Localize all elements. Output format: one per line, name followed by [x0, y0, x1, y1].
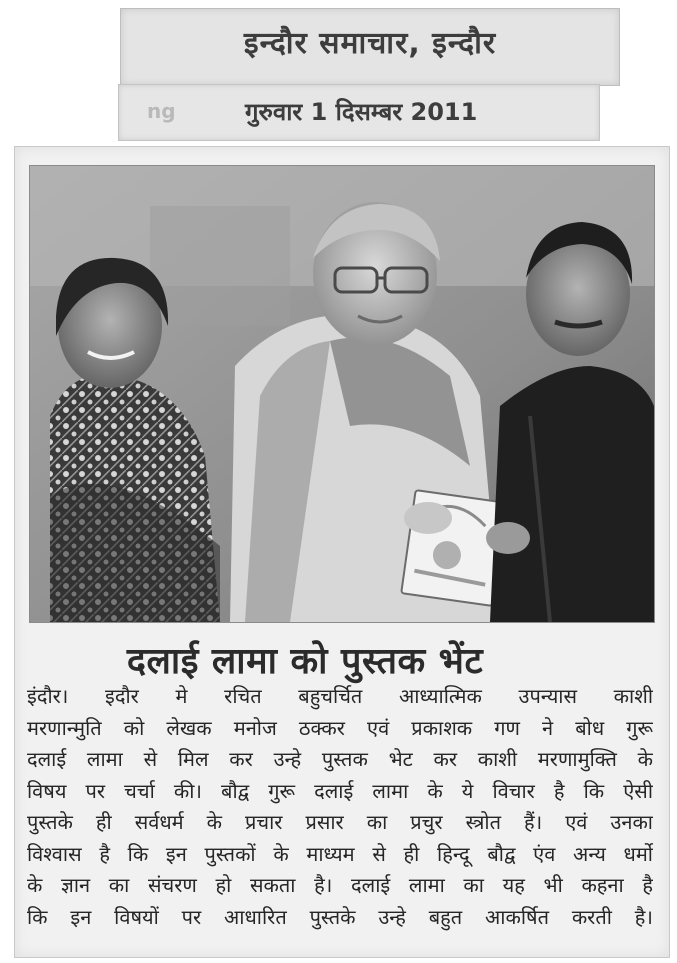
article-line: कि इन विषयों पर आधारित पुस्तके उन्हे बहुत आकर्षित करती है। — [27, 904, 653, 929]
newspaper-masthead — [120, 8, 620, 86]
dateline-strip — [118, 84, 600, 141]
article-headline: दलाई लामा को पुस्तक भेंट — [126, 641, 484, 682]
article-body — [27, 681, 653, 933]
article-line: मरणान्मुति को लेखक मनोज ठक्कर एवं प्रकाशक गण ने बोध गुरू — [27, 715, 653, 740]
newspaper-clipping — [14, 146, 670, 958]
news-photo — [29, 165, 655, 623]
hand-left — [404, 502, 452, 534]
article-line: पुस्तके ही सर्वधर्म के प्रचार प्रसार का प्रचुर स्त्रोत हैं। एवं उनका — [27, 810, 653, 834]
clipped-text-fragment: ng — [147, 99, 176, 123]
article-line: विश्वास है कि इन पुस्तकों के माध्यम से ही हिन्दू बौद्व एंव अन्य धर्मो — [27, 841, 653, 866]
article-line: के ज्ञान का संचरण हो सकता है। दलाई लामा का यह भी कहना है — [27, 873, 653, 897]
hand-right — [486, 522, 530, 554]
photo-illustration — [30, 166, 654, 622]
newspaper-name: इन्दौर समाचार, इन्दौर — [243, 26, 497, 61]
article-line: दलाई लामा से मिल कर उन्हे पुस्तक भेट कर काशी मरणामुक्ति के — [27, 747, 653, 771]
article-line: विषय पर चर्चा की। बौद्व गुरू दलाई लामा के ये विचार है कि ऐसी — [27, 778, 653, 803]
article-line: इंदौर। इदौर मे रचित बहुचर्चित आध्यात्मिक उपन्यास काशी — [27, 684, 653, 708]
publication-date: गुरुवार 1 दिसम्बर 2011 — [245, 98, 478, 126]
